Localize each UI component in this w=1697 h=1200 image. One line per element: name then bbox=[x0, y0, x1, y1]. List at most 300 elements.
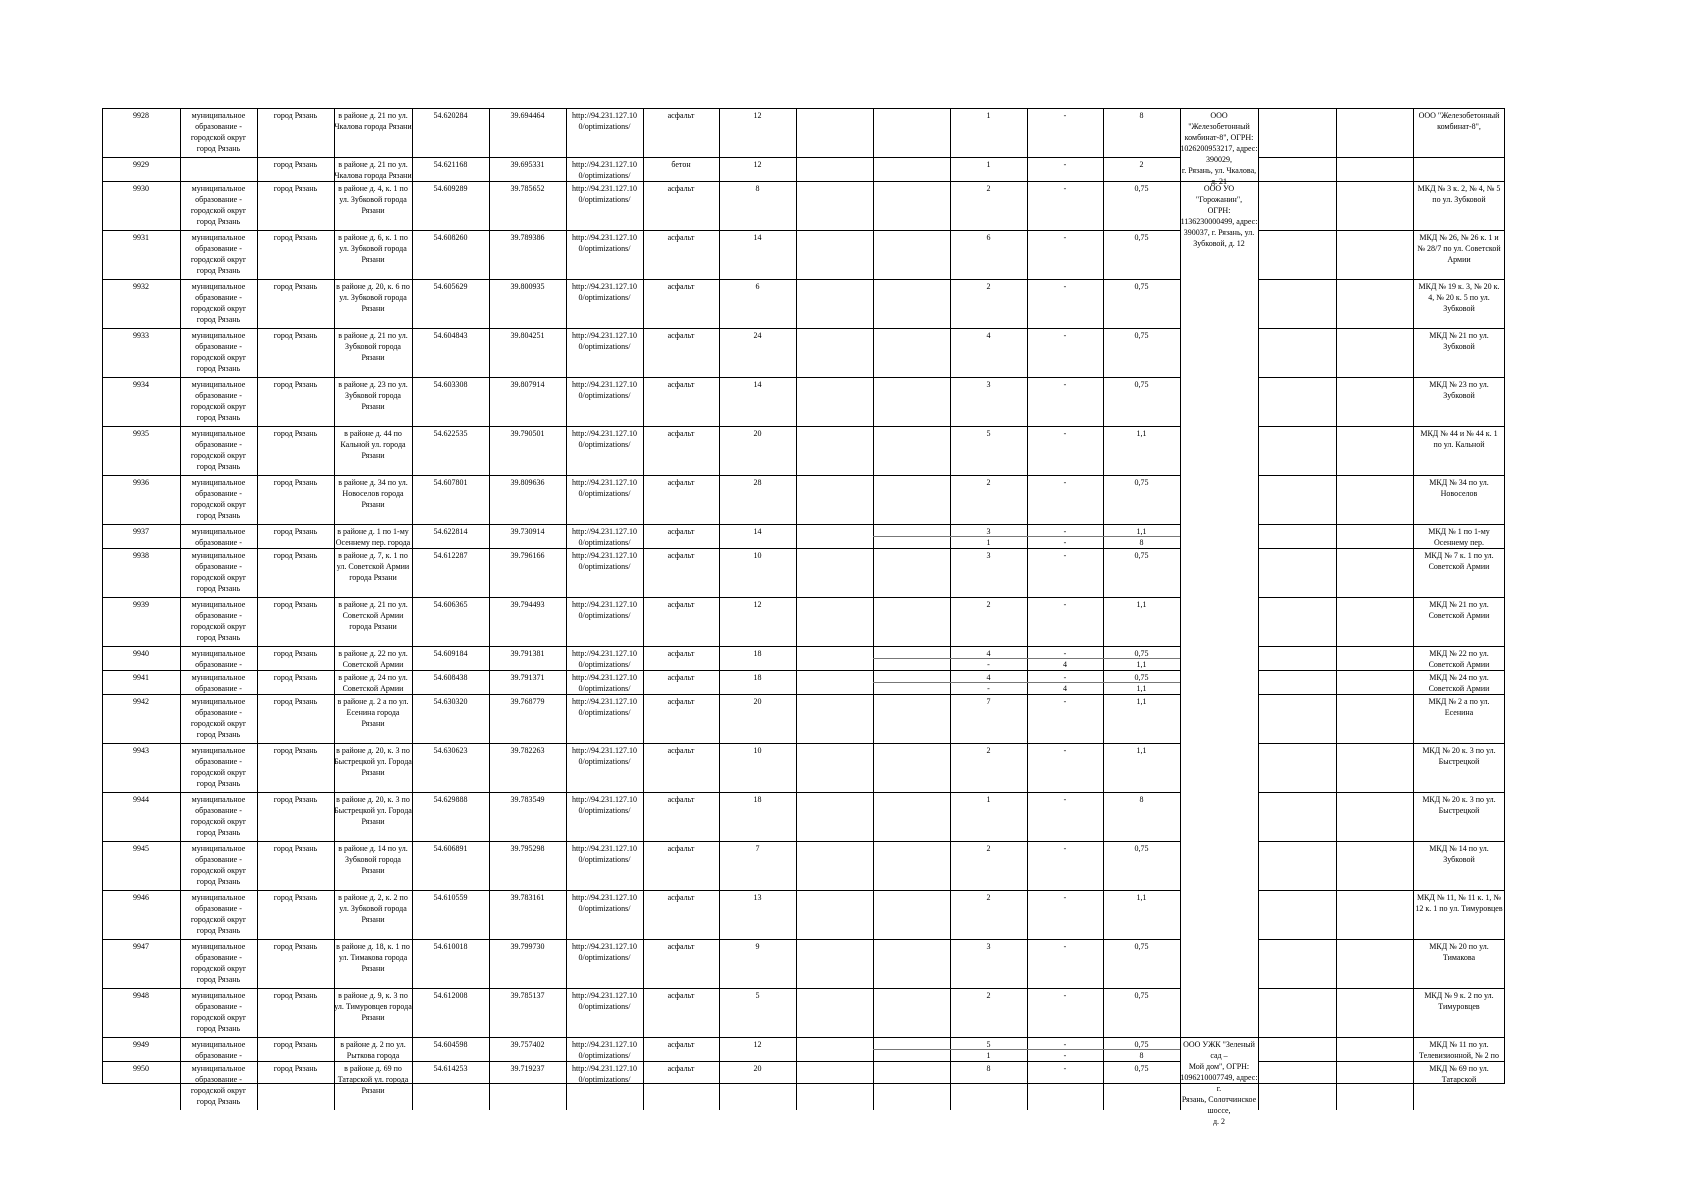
row-line bbox=[102, 1037, 1180, 1038]
cell-url: http://94.231.127.10 0/optimizations/ bbox=[571, 160, 638, 180]
cell-vol: 0,75 bbox=[1134, 331, 1149, 340]
cell-lon: 39.804251 bbox=[510, 331, 545, 340]
cell-n2: - bbox=[1063, 478, 1067, 487]
cell-lon: 39.783549 bbox=[510, 795, 545, 804]
cell-n1: 2 bbox=[986, 893, 991, 902]
owner-cell: ООО "Железобетонный комбинат-8", ОГРН: 1026200953217, адрес: 390029, г. Рязань, ул. Чкалова, д. 21 bbox=[1180, 111, 1258, 186]
cell-vol: 0,75 bbox=[1134, 282, 1149, 291]
cell-n1: 1 bbox=[986, 795, 991, 804]
cell-url: http://94.231.127.10 0/optimizations/ bbox=[571, 478, 638, 498]
source-cell: МКД № 20 по ул. Тимакова bbox=[1429, 942, 1489, 962]
row-line bbox=[1258, 328, 1505, 329]
table-top bbox=[102, 108, 1505, 109]
cell-addr: в районе д. 20, к. 3 по Быстрецкой ул. Города Рязани bbox=[334, 795, 412, 826]
row-line bbox=[102, 890, 1180, 891]
cell-addr: в районе д. 6, к. 1 по ул. Зубковой города Рязани bbox=[338, 233, 408, 264]
cell-city: город Рязань bbox=[273, 844, 318, 853]
cell-vol: 0,75 bbox=[1134, 844, 1149, 853]
cell-city: город Рязань bbox=[273, 233, 318, 242]
row-line bbox=[102, 181, 1180, 182]
cell-city: город Рязань bbox=[273, 991, 318, 1000]
source-cell: МКД № 3 к. 2, № 4, № 5 по ул. Зубковой bbox=[1417, 184, 1501, 204]
cell-n1: 4 - bbox=[986, 673, 991, 693]
cell-url: http://94.231.127.10 0/optimizations/ bbox=[571, 697, 638, 717]
cell-url: http://94.231.127.10 0/optimizations/ bbox=[571, 527, 638, 547]
cell-url: http://94.231.127.10 0/optimizations/ bbox=[571, 649, 638, 669]
cell-lon: 39.695331 bbox=[510, 160, 545, 169]
cell-lon: 39.719237 bbox=[510, 1064, 545, 1073]
cell-num: 9931 bbox=[133, 233, 149, 242]
cell-n1: 3 bbox=[986, 380, 991, 389]
cell-addr: в районе д. 21 по ул. Чкалова города Рязани bbox=[334, 111, 412, 131]
cell-lat: 54.630623 bbox=[433, 746, 468, 755]
cell-n2: - bbox=[1063, 844, 1067, 853]
cell-n2: - bbox=[1063, 551, 1067, 560]
cell-cover: асфальт bbox=[667, 111, 695, 120]
cell-lon: 39.730914 bbox=[510, 527, 545, 536]
cell-lat: 54.610018 bbox=[433, 942, 468, 951]
source-cell: МКД № 44 и № 44 к. 1 по ул. Кальной bbox=[1420, 429, 1498, 449]
cell-mo: муниципальное образование - городской округ город Рязань bbox=[190, 942, 247, 984]
cell-n1: 4 bbox=[986, 331, 991, 340]
cell-area: 10 bbox=[753, 746, 762, 755]
cell-mo: муниципальное образование - городской округ город Рязань bbox=[190, 697, 247, 739]
cell-n1: 2 bbox=[986, 282, 991, 291]
cell-vol: 1,1 bbox=[1136, 893, 1147, 902]
cell-addr: в районе д. 4, к. 1 по ул. Зубковой города Рязани bbox=[338, 184, 408, 215]
cell-lat: 54.604598 bbox=[433, 1040, 468, 1049]
cell-city: город Рязань bbox=[273, 942, 318, 951]
source-cell: МКД № 20 к. 3 по ул. Быстрецкой bbox=[1422, 795, 1496, 815]
source-cell: МКД № 14 по ул. Зубковой bbox=[1429, 844, 1489, 864]
cell-n1: 2 bbox=[986, 184, 991, 193]
cell-url: http://94.231.127.10 0/optimizations/ bbox=[571, 600, 638, 620]
source-cell: МКД № 69 по ул. Татарской bbox=[1429, 1064, 1489, 1084]
source-cell: МКД № 1 по 1-му Осеннему пер. bbox=[1428, 527, 1490, 547]
row-line bbox=[1258, 841, 1505, 842]
cell-n2: - bbox=[1063, 746, 1067, 755]
cell-cover: асфальт bbox=[667, 478, 695, 487]
cell-city: город Рязань bbox=[273, 1064, 318, 1073]
cell-city: город Рязань bbox=[273, 111, 318, 120]
row-line bbox=[102, 279, 1180, 280]
cell-url: http://94.231.127.10 0/optimizations/ bbox=[571, 184, 638, 204]
cell-addr: в районе д. 21 по ул. Зубковой города Рязани bbox=[338, 331, 408, 362]
cell-addr: в районе д. 2 по ул. Рыткова города bbox=[340, 1040, 406, 1060]
row-line bbox=[102, 939, 1180, 940]
row-line bbox=[1258, 1037, 1505, 1038]
cell-lat: 54.614253 bbox=[433, 1064, 468, 1073]
row-line bbox=[102, 646, 1180, 647]
cell-city: город Рязань bbox=[273, 380, 318, 389]
cell-vol: 0,75 bbox=[1134, 991, 1149, 1000]
cell-area: 18 bbox=[753, 649, 762, 658]
cell-addr: в районе д. 24 по ул. Советской Армии bbox=[338, 673, 408, 693]
cell-area: 14 bbox=[753, 380, 762, 389]
row-line bbox=[102, 426, 1180, 427]
cell-n1: 5 1 bbox=[986, 1040, 991, 1060]
cell-cover: асфальт bbox=[667, 429, 695, 438]
cell-mo: муниципальное образование - городской округ город Рязань bbox=[190, 1064, 247, 1106]
cell-mo: муниципальное образование - городской округ город Рязань bbox=[190, 331, 247, 373]
cell-lon: 39.785652 bbox=[510, 184, 545, 193]
cell-num: 9943 bbox=[133, 746, 149, 755]
row-line bbox=[1258, 181, 1505, 182]
cell-vol: 1,1 bbox=[1136, 697, 1147, 706]
cell-lat: 54.606365 bbox=[433, 600, 468, 609]
cell-area: 8 bbox=[755, 184, 760, 193]
cell-url: http://94.231.127.10 0/optimizations/ bbox=[571, 1040, 638, 1060]
cell-mo: муниципальное образование - bbox=[191, 649, 246, 669]
owner-cell: ООО УЖК "Зеленый сад – Мой дом", ОГРН: 1096210007749, адрес: г. Рязань, Солотчинское шоссе, д. 2 bbox=[1180, 1040, 1258, 1126]
cell-area: 13 bbox=[753, 893, 762, 902]
source-cell: МКД № 21 по ул. Советской Армии bbox=[1428, 600, 1490, 620]
cell-area: 28 bbox=[753, 478, 762, 487]
cell-url: http://94.231.127.10 0/optimizations/ bbox=[571, 844, 638, 864]
cell-url: http://94.231.127.10 0/optimizations/ bbox=[571, 551, 638, 571]
source-cell: МКД № 2 а по ул. Есенина bbox=[1428, 697, 1490, 717]
cell-num: 9934 bbox=[133, 380, 149, 389]
cell-cover: асфальт bbox=[667, 673, 695, 682]
row-line bbox=[1258, 792, 1505, 793]
cell-lat: 54.612008 bbox=[433, 991, 468, 1000]
cell-n2: - bbox=[1063, 380, 1067, 389]
cell-mo: муниципальное образование - bbox=[191, 1040, 246, 1060]
cell-addr: в районе д. 20, к. 6 по ул. Зубковой города Рязани bbox=[336, 282, 410, 313]
cell-mo: муниципальное образование - городской округ город Рязань bbox=[190, 746, 247, 788]
cell-cover: асфальт bbox=[667, 893, 695, 902]
cell-area: 9 bbox=[755, 942, 760, 951]
source-cell: МКД № 21 по ул. Зубковой bbox=[1429, 331, 1489, 351]
cell-mo: муниципальное образование - городской округ город Рязань bbox=[190, 429, 247, 471]
cell-addr: в районе д. 9, к. 3 по ул. Тимуровцев города Рязани bbox=[334, 991, 412, 1022]
cell-mo: муниципальное образование - bbox=[191, 527, 246, 547]
cell-cover: асфальт bbox=[667, 184, 695, 193]
cell-lat: 54.605629 bbox=[433, 282, 468, 291]
cell-vol: 1,1 bbox=[1136, 746, 1147, 755]
row-line bbox=[1258, 743, 1505, 744]
cell-vol: 1,1 bbox=[1136, 600, 1147, 609]
cell-n1: 2 bbox=[986, 991, 991, 1000]
row-line bbox=[102, 230, 1180, 231]
cell-n2: - bbox=[1063, 893, 1067, 902]
cell-mo: муниципальное образование - городской округ город Рязань bbox=[190, 795, 247, 837]
cell-n1: 2 bbox=[986, 844, 991, 853]
row-line bbox=[1258, 157, 1505, 158]
cell-area: 14 bbox=[753, 233, 762, 242]
cell-lat: 54.604843 bbox=[433, 331, 468, 340]
cell-num: 9938 bbox=[133, 551, 149, 560]
cell-addr: в районе д. 44 по Кальной ул. города Рязани bbox=[340, 429, 406, 460]
cell-cover: асфальт bbox=[667, 844, 695, 853]
cell-num: 9949 bbox=[133, 1040, 149, 1049]
cell-n1: 1 bbox=[986, 160, 991, 169]
cell-lon: 39.809636 bbox=[510, 478, 545, 487]
cell-cover: бетон bbox=[671, 160, 691, 169]
cell-addr: в районе д. 34 по ул. Новоселов города Рязани bbox=[338, 478, 408, 509]
row-line bbox=[102, 792, 1180, 793]
cell-city: город Рязань bbox=[273, 429, 318, 438]
cell-num: 9942 bbox=[133, 697, 149, 706]
cell-n1: 4 - bbox=[986, 649, 991, 669]
cell-vol: 0,75 bbox=[1134, 380, 1149, 389]
cell-addr: в районе д. 1 по 1-му Осеннему пер. города bbox=[335, 527, 411, 547]
cell-n2: - 4 bbox=[1063, 673, 1067, 693]
cell-n2: - bbox=[1063, 429, 1067, 438]
source-cell: МКД № 34 по ул. Новоселов bbox=[1429, 478, 1489, 498]
cell-mo: муниципальное образование - городской округ город Рязань bbox=[190, 600, 247, 642]
cell-cover: асфальт bbox=[667, 1064, 695, 1073]
row-line bbox=[102, 328, 1180, 329]
cell-vol: 0,75 1,1 bbox=[1134, 673, 1149, 693]
row-line bbox=[102, 157, 1180, 158]
cell-n2: - bbox=[1063, 1064, 1067, 1073]
cell-mo bbox=[180, 159, 257, 181]
cell-lon: 39.785137 bbox=[510, 991, 545, 1000]
cell-area: 5 bbox=[755, 991, 760, 1000]
cell-cover: асфальт bbox=[667, 527, 695, 536]
source-cell: МКД № 26, № 26 к. 1 и № 28/7 по ул. Советской Армии bbox=[1417, 233, 1501, 264]
cell-n2: - bbox=[1063, 282, 1067, 291]
cell-num: 9933 bbox=[133, 331, 149, 340]
cell-city: город Рязань bbox=[273, 649, 318, 658]
cell-vol: 2 bbox=[1139, 160, 1144, 169]
cell-lat: 54.629888 bbox=[433, 795, 468, 804]
cell-lat: 54.630320 bbox=[433, 697, 468, 706]
cell-mo: муниципальное образование - городской округ город Рязань bbox=[190, 184, 247, 226]
cell-area: 12 bbox=[753, 160, 762, 169]
cell-addr: в районе д. 7, к. 1 по ул. Советской Армии города Рязани bbox=[336, 551, 410, 582]
row-line bbox=[1258, 890, 1505, 891]
row-line bbox=[1258, 426, 1505, 427]
cell-n2: - bbox=[1063, 111, 1067, 120]
cell-vol: 0,75 bbox=[1134, 942, 1149, 951]
row-line bbox=[1258, 230, 1505, 231]
cell-mo: муниципальное образование - городской округ город Рязань bbox=[190, 991, 247, 1033]
source-cell: МКД № 24 по ул. Советской Армии bbox=[1428, 673, 1490, 693]
column-line bbox=[796, 108, 797, 1110]
cell-lat: 54.606891 bbox=[433, 844, 468, 853]
cell-mo: муниципальное образование - городской округ город Рязань bbox=[190, 233, 247, 275]
cell-addr: в районе д. 23 по ул. Зубковой города Рязани bbox=[338, 380, 408, 411]
cell-num: 9944 bbox=[133, 795, 149, 804]
cell-cover: асфальт bbox=[667, 649, 695, 658]
column-line bbox=[1336, 108, 1337, 1110]
cell-mo: муниципальное образование - городской округ город Рязань bbox=[190, 893, 247, 935]
row-line bbox=[1258, 988, 1505, 989]
owner-cell: ООО УО "Горожанин", ОГРН: 1136230000499, адрес: 390037, г. Рязань, ул. Зубковой, д. 12 bbox=[1180, 184, 1258, 248]
cell-url: http://94.231.127.10 0/optimizations/ bbox=[571, 746, 638, 766]
row-line bbox=[1258, 597, 1505, 598]
cell-lat: 54.612287 bbox=[433, 551, 468, 560]
row-line bbox=[102, 841, 1180, 842]
cell-city: город Рязань bbox=[273, 795, 318, 804]
cell-n1: 6 bbox=[986, 233, 991, 242]
cell-url: http://94.231.127.10 0/optimizations/ bbox=[571, 991, 638, 1011]
cell-mo: муниципальное образование - городской округ город Рязань bbox=[190, 380, 247, 422]
cell-n1: 2 bbox=[986, 746, 991, 755]
cell-lat: 54.610559 bbox=[433, 893, 468, 902]
source-cell: МКД № 20 к. 3 по ул. Быстрецкой bbox=[1422, 746, 1496, 766]
cell-url: http://94.231.127.10 0/optimizations/ bbox=[571, 795, 638, 815]
row-line bbox=[102, 694, 1180, 695]
cell-vol: 1,1 8 bbox=[1136, 527, 1147, 547]
row-line bbox=[1258, 524, 1505, 525]
cell-num: 9940 bbox=[133, 649, 149, 658]
cell-city: город Рязань bbox=[273, 893, 318, 902]
row-line bbox=[102, 597, 1180, 598]
cell-num: 9950 bbox=[133, 1064, 149, 1073]
row-line bbox=[1258, 939, 1505, 940]
cell-n1: 3 1 bbox=[986, 527, 991, 547]
cell-area: 14 bbox=[753, 527, 762, 536]
cell-num: 9941 bbox=[133, 673, 149, 682]
sub-row-line bbox=[873, 536, 1180, 537]
cell-num: 9928 bbox=[133, 111, 149, 120]
cell-num: 9947 bbox=[133, 942, 149, 951]
cell-url: http://94.231.127.10 0/optimizations/ bbox=[571, 331, 638, 351]
cell-n1: 7 bbox=[986, 697, 991, 706]
sub-row-line bbox=[873, 1049, 1180, 1050]
cell-city: город Рязань bbox=[273, 160, 318, 169]
cell-url: http://94.231.127.10 0/optimizations/ bbox=[571, 942, 638, 962]
cell-vol: 1,1 bbox=[1136, 429, 1147, 438]
cell-url: http://94.231.127.10 0/optimizations/ bbox=[571, 282, 638, 302]
row-line bbox=[102, 1061, 1180, 1062]
cell-addr: в районе д. 2 а по ул. Есенина города Рязани bbox=[337, 697, 409, 728]
cell-area: 20 bbox=[753, 429, 762, 438]
row-line bbox=[102, 988, 1180, 989]
cell-lat: 54.603308 bbox=[433, 380, 468, 389]
row-line bbox=[1258, 548, 1505, 549]
cell-mo: муниципальное образование - городской округ город Рязань bbox=[190, 282, 247, 324]
cell-url: http://94.231.127.10 0/optimizations/ bbox=[571, 380, 638, 400]
source-cell: ООО "Железобетонный комбинат-8", bbox=[1418, 111, 1500, 131]
cell-n2: - bbox=[1063, 600, 1067, 609]
cell-city: город Рязань bbox=[273, 331, 318, 340]
cell-area: 12 bbox=[753, 1040, 762, 1049]
row-line bbox=[1258, 646, 1505, 647]
cell-cover: асфальт bbox=[667, 380, 695, 389]
cell-mo: муниципальное образование - bbox=[191, 673, 246, 693]
cell-url: http://94.231.127.10 0/optimizations/ bbox=[571, 233, 638, 253]
source-cell: МКД № 19 к. 3, № 20 к. 4, № 20 к. 5 по ул. Зубковой bbox=[1418, 282, 1500, 313]
cell-addr: в районе д. 21 по ул. Советской Армии города Рязани bbox=[338, 600, 408, 631]
cell-city: город Рязань bbox=[273, 184, 318, 193]
cell-n2: - bbox=[1063, 942, 1067, 951]
row-line bbox=[102, 377, 1180, 378]
cell-n1: 8 bbox=[986, 1064, 991, 1073]
cell-mo: муниципальное образование - городской округ город Рязань bbox=[190, 844, 247, 886]
cell-n2: - bbox=[1063, 331, 1067, 340]
cell-num: 9930 bbox=[133, 184, 149, 193]
cell-mo: муниципальное образование - городской округ город Рязань bbox=[190, 478, 247, 520]
cell-cover: асфальт bbox=[667, 1040, 695, 1049]
cell-cover: асфальт bbox=[667, 991, 695, 1000]
cell-area: 12 bbox=[753, 111, 762, 120]
cell-cover: асфальт bbox=[667, 746, 695, 755]
cell-lat: 54.607801 bbox=[433, 478, 468, 487]
cell-lat: 54.622535 bbox=[433, 429, 468, 438]
row-line bbox=[102, 524, 1180, 525]
cell-city: город Рязань bbox=[273, 478, 318, 487]
cell-lon: 39.800935 bbox=[510, 282, 545, 291]
cell-lon: 39.794493 bbox=[510, 600, 545, 609]
cell-num: 9937 bbox=[133, 527, 149, 536]
cell-vol: 8 bbox=[1139, 795, 1144, 804]
cell-addr: в районе д. 69 по Татарской ул. города Рязани bbox=[337, 1064, 409, 1095]
cell-city: город Рязань bbox=[273, 746, 318, 755]
cell-area: 7 bbox=[755, 844, 760, 853]
cell-url: http://94.231.127.10 0/optimizations/ bbox=[571, 429, 638, 449]
cell-lon: 39.795298 bbox=[510, 844, 545, 853]
cell-area: 20 bbox=[753, 1064, 762, 1073]
cell-city: город Рязань bbox=[273, 527, 318, 536]
source-cell: МКД № 22 по ул. Советской Армии bbox=[1428, 649, 1490, 669]
registry-table bbox=[102, 108, 1505, 1126]
source-cell: МКД № 23 по ул. Зубковой bbox=[1429, 380, 1489, 400]
cell-n2: - bbox=[1063, 160, 1067, 169]
cell-addr: в районе д. 18, к. 1 по ул. Тимакова города Рязани bbox=[336, 942, 410, 973]
cell-area: 12 bbox=[753, 600, 762, 609]
cell-lon: 39.790501 bbox=[510, 429, 545, 438]
cell-vol: 0,75 bbox=[1134, 1064, 1149, 1073]
cell-url: http://94.231.127.10 0/optimizations/ bbox=[571, 673, 638, 693]
cell-lon: 39.796166 bbox=[510, 551, 545, 560]
cell-vol: 0,75 bbox=[1134, 478, 1149, 487]
row-line bbox=[102, 548, 1180, 549]
cell-lon: 39.768779 bbox=[510, 697, 545, 706]
cell-n1: 3 bbox=[986, 551, 991, 560]
cell-num: 9939 bbox=[133, 600, 149, 609]
cell-n2: - 4 bbox=[1063, 649, 1067, 669]
cell-lat: 54.609289 bbox=[433, 184, 468, 193]
row-line bbox=[1258, 1061, 1505, 1062]
cell-lat: 54.608438 bbox=[433, 673, 468, 682]
cell-lat: 54.608260 bbox=[433, 233, 468, 242]
cell-num: 9929 bbox=[133, 160, 149, 169]
cell-area: 18 bbox=[753, 673, 762, 682]
cell-lon: 39.799730 bbox=[510, 942, 545, 951]
row-line bbox=[102, 475, 1180, 476]
cell-url: http://94.231.127.10 0/optimizations/ bbox=[571, 1064, 638, 1084]
cell-lat: 54.620284 bbox=[433, 111, 468, 120]
cell-city: город Рязань bbox=[273, 673, 318, 682]
cell-mo: муниципальное образование - городской округ город Рязань bbox=[190, 111, 247, 153]
cell-vol: 0,75 8 bbox=[1134, 1040, 1149, 1060]
cell-addr: в районе д. 21 по ул. Чкалова города Рязани bbox=[334, 160, 412, 180]
cell-cover: асфальт bbox=[667, 795, 695, 804]
cell-lon: 39.694464 bbox=[510, 111, 545, 120]
cell-area: 24 bbox=[753, 331, 762, 340]
cell-addr: в районе д. 2, к. 2 по ул. Зубковой города Рязани bbox=[338, 893, 408, 924]
cell-cover: асфальт bbox=[667, 331, 695, 340]
cell-cover: асфальт bbox=[667, 282, 695, 291]
cell-n1: 2 bbox=[986, 600, 991, 609]
column-line bbox=[1258, 108, 1259, 1110]
cell-lon: 39.791381 bbox=[510, 649, 545, 658]
cell-addr: в районе д. 20, к. 3 по Быстрецкой ул. Города Рязани bbox=[334, 746, 412, 777]
cell-lat: 54.622814 bbox=[433, 527, 468, 536]
cell-url: http://94.231.127.10 0/optimizations/ bbox=[571, 111, 638, 131]
column-line bbox=[873, 108, 874, 1110]
cell-city: город Рязань bbox=[273, 1040, 318, 1049]
cell-vol: 0,75 bbox=[1134, 551, 1149, 560]
cell-lat: 54.621168 bbox=[433, 160, 468, 169]
cell-addr: в районе д. 14 по ул. Зубковой города Рязани bbox=[338, 844, 408, 875]
cell-n1: 5 bbox=[986, 429, 991, 438]
cell-vol: 0,75 bbox=[1134, 184, 1149, 193]
